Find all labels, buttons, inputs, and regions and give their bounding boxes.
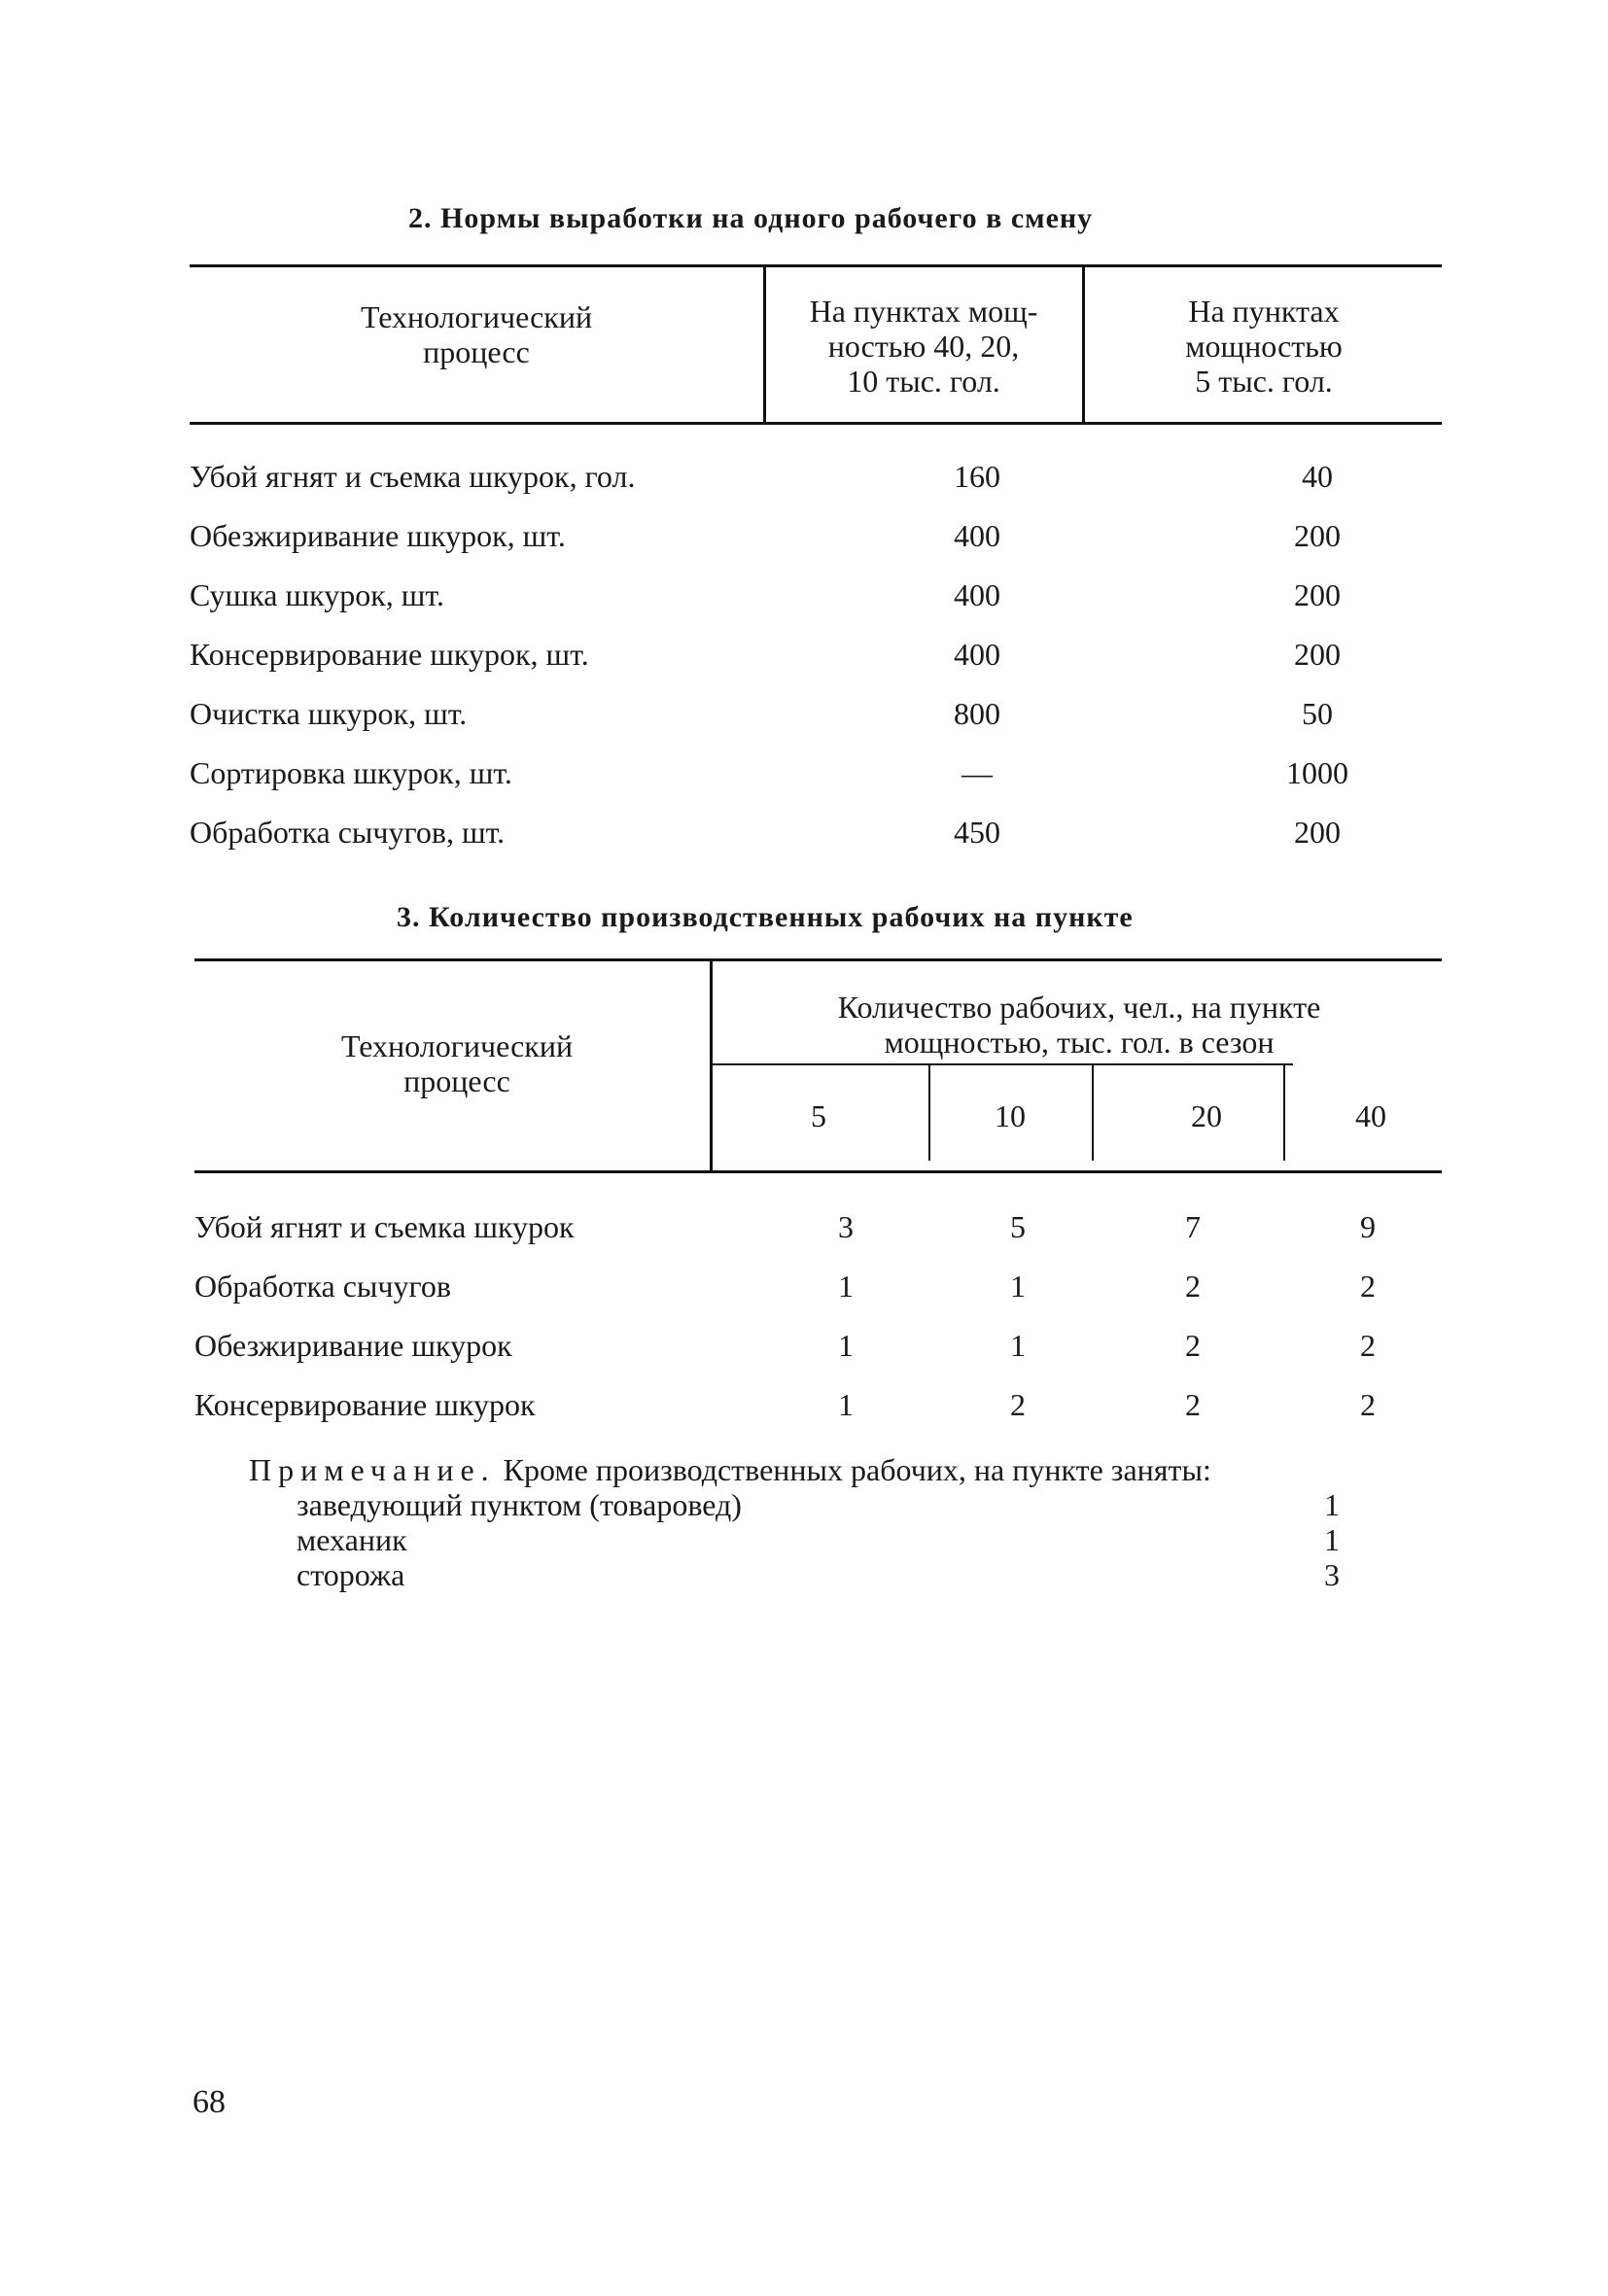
table3-group-rule bbox=[710, 1063, 1293, 1065]
table2-col-divider-1 bbox=[763, 264, 766, 422]
table3-row-value: 2 bbox=[1360, 1269, 1376, 1304]
table2-row-value-a: — bbox=[961, 755, 993, 790]
table3-header-rule bbox=[194, 1170, 1442, 1173]
table2-row-process: Очистка шкурок, шт. bbox=[190, 696, 468, 731]
table3-col-divider-1 bbox=[928, 1063, 930, 1161]
table3-row-value: 2 bbox=[1360, 1387, 1376, 1422]
table3-row-value: 1 bbox=[838, 1387, 854, 1422]
table3-header-capacity: 20 bbox=[1191, 1098, 1222, 1133]
table2-row-process: Обработка сычугов, шт. bbox=[190, 815, 506, 850]
table2-col-divider-2 bbox=[1082, 264, 1085, 422]
table2-row-value-b: 200 bbox=[1294, 637, 1341, 672]
page-number: 68 bbox=[192, 2084, 226, 2120]
table2-row-value-a: 400 bbox=[954, 577, 1000, 612]
table3-row-value: 7 bbox=[1185, 1209, 1201, 1244]
table3-row-value: 1 bbox=[838, 1269, 854, 1304]
table3-row-value: 1 bbox=[1010, 1328, 1026, 1363]
table3-row-value: 2 bbox=[1185, 1269, 1201, 1304]
table3-col-divider-3 bbox=[1283, 1063, 1285, 1161]
table3-row-process: Убой ягнят и съемка шкурок bbox=[194, 1209, 575, 1244]
table3-row-value: 3 bbox=[838, 1209, 854, 1244]
table3-row-value: 2 bbox=[1185, 1387, 1201, 1422]
table3-row-process: Обработка сычугов bbox=[194, 1269, 451, 1304]
table3-row-value: 5 bbox=[1010, 1209, 1026, 1244]
table3-row-value: 1 bbox=[838, 1328, 854, 1363]
table2-row-process: Консервирование шкурок, шт. bbox=[190, 637, 589, 672]
table2-row-process: Убой ягнят и съемка шкурок, гол. bbox=[190, 459, 636, 494]
table3-top-rule bbox=[194, 958, 1442, 961]
table2-header-col-a: На пунктах мощ- ностью 40, 20, 10 тыс. гол. bbox=[809, 294, 1038, 399]
table2-row-value-a: 400 bbox=[954, 637, 1000, 672]
note-label: Примечание. bbox=[249, 1452, 496, 1487]
table3-header-group: Количество рабочих, чел., на пункте мощностью, тыс. гол. в сезон bbox=[837, 990, 1321, 1060]
table3-title: 3. Количество производственных рабочих на пункте bbox=[397, 901, 1134, 933]
table2-title: 2. Нормы выработки на одного рабочего в смену bbox=[408, 202, 1094, 234]
table3-row-value: 2 bbox=[1010, 1387, 1026, 1422]
table3-row-value: 9 bbox=[1360, 1209, 1376, 1244]
table2-header-col-b: На пунктах мощностью 5 тыс. гол. bbox=[1185, 294, 1343, 399]
table2-header-rule bbox=[190, 422, 1442, 425]
table2-row-value-a: 450 bbox=[954, 815, 1000, 850]
table2-row-process: Обезжиривание шкурок, шт. bbox=[190, 518, 566, 553]
table3-row-process: Обезжиривание шкурок bbox=[194, 1328, 512, 1363]
table3-header-capacity: 10 bbox=[995, 1098, 1026, 1133]
table2-row-process: Сортировка шкурок, шт. bbox=[190, 755, 512, 790]
note-item-role: заведующий пунктом (товаровед) bbox=[297, 1487, 742, 1522]
table2-row-value-b: 50 bbox=[1302, 696, 1333, 731]
note-item-count: 1 bbox=[1324, 1522, 1340, 1557]
table2-row-value-b: 200 bbox=[1294, 815, 1341, 850]
table2-row-value-b: 40 bbox=[1302, 459, 1333, 494]
table3-row-value: 1 bbox=[1010, 1269, 1026, 1304]
table2-row-value-b: 200 bbox=[1294, 518, 1341, 553]
table2-row-value-b: 1000 bbox=[1286, 755, 1348, 790]
table3-row-value: 2 bbox=[1360, 1328, 1376, 1363]
table3-header-capacity: 40 bbox=[1355, 1098, 1386, 1133]
table2-row-value-a: 160 bbox=[954, 459, 1000, 494]
table2-header-process: Технологический процесс bbox=[360, 299, 593, 369]
note-text: Кроме производственных рабочих, на пункте заняты: bbox=[503, 1452, 1211, 1487]
table2-top-rule bbox=[190, 264, 1442, 267]
table3-header-capacity: 5 bbox=[811, 1098, 826, 1133]
note-item-count: 3 bbox=[1324, 1557, 1340, 1592]
table2-row-process: Сушка шкурок, шт. bbox=[190, 577, 444, 612]
note-item-count: 1 bbox=[1324, 1487, 1340, 1522]
table3-row-process: Консервирование шкурок bbox=[194, 1387, 536, 1422]
table3-header-process: Технологический процесс bbox=[340, 1028, 574, 1098]
table2-row-value-a: 400 bbox=[954, 518, 1000, 553]
table3-row-value: 2 bbox=[1185, 1328, 1201, 1363]
table3-col-divider-2 bbox=[1092, 1063, 1094, 1161]
table2-row-value-b: 200 bbox=[1294, 577, 1341, 612]
table2-row-value-a: 800 bbox=[954, 696, 1000, 731]
note-item-role: сторожа bbox=[297, 1557, 405, 1592]
note-item-role: механик bbox=[297, 1522, 407, 1557]
note-line bbox=[249, 1452, 1211, 1487]
